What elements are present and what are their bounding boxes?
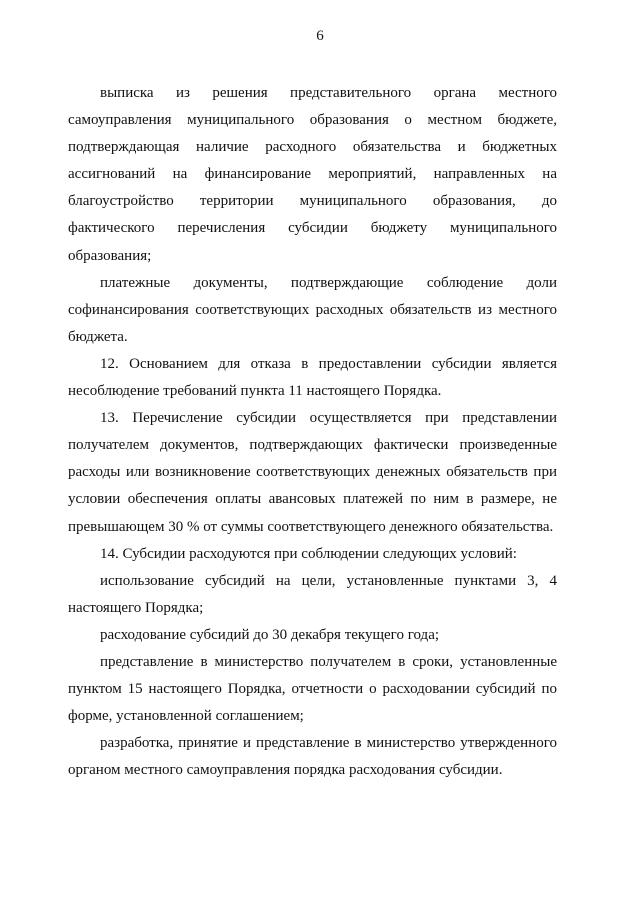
paragraph-payment-docs: платежные документы, подтверждающие соблюдение доли софинансирования соответствующих расходных обязательств из местного бюджета. [68,274,557,345]
paragraph-13: 13. Перечисление субсидии осуществляется при представлении получателем документов, подтверждающих фактически произведенные расходы или возникновение соответствующих денежных обязательств при условии обеспечения оплаты авансовых платежей по ним в размере, не превышающем 30 % от суммы соответствующего денежного обязательства. [68,410,557,535]
paragraph-12: 12. Основанием для отказа в предоставлении субсидии является несоблюдение требований пункта 11 настоящего Порядка. [68,355,557,400]
page-number: 6 [316,28,324,44]
paragraph-extract: выписка из решения представительного органа местного самоуправления муниципального образования о местном бюджете, подтверждающая наличие расходного обязательства и бюджетных ассигнований на финансирование мероприятий, направленных на благоустройство территории муниципального образования, до фактического перечисления субсидии бюджету муниципального образования; [68,85,557,264]
condition-reporting: представление в министерство получателем в сроки, установленные пунктом 15 настоящего Порядка, отчетности о расходовании субсидий по форме, установленной соглашением; [68,653,557,725]
paragraph-14: 14. Субсидии расходуются при соблюдении следующих условий: [100,545,517,562]
condition-purpose: использование субсидий на цели, установленные пунктами 3, 4 настоящего Порядка; [68,572,557,616]
condition-procedure: разработка, принятие и представление в министерство утвержденного органом местного самоуправления порядка расходования субсидии. [68,735,557,779]
document-body [68,80,557,784]
condition-deadline: расходование субсидий до 30 декабря текущего года; [100,626,440,643]
